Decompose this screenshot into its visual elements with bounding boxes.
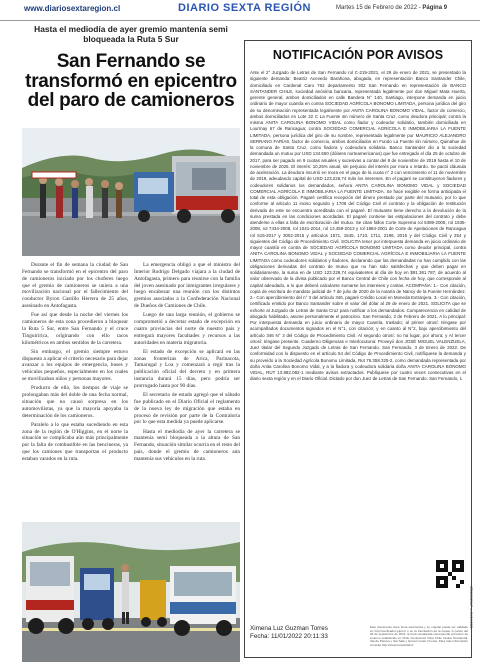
paragraph: Luego de una larga reunión, el gobierno se comprometió a decretar estado de excepción en cuatro provincias del norte de nuestro país y entregará mayores facultades y recursos a las autoridades en materia migratoria. — [134, 312, 240, 346]
electronic-signature-note: Este documento tiene firma electrónica y su original puede ser validado en http://verificadoc.pjud.cl o en la tramitación de la causa. A contar del 09 de septiembre de 2021, la hora visualizada corresponde al horario de invierno establecido en Chile Continental. Para Chile Insular Occidental, Isla de Pascua y Isla Sala y Gómez restar 2 horas. Para más información consulte http://www.horaoficial.cl — [370, 625, 468, 647]
signer-name: Ximena Luz Guzman Torres — [250, 625, 328, 632]
paragraph: Sin embargo, el gremio siempre estuvo dispuesto a aplicar el criterio necesario para dejar avanzar a los equipos de emergencia, buses y vehículos pequeños, especialmente en los cuales se movilizaban niños y personas mayores. — [22, 348, 128, 383]
qr-code-icon — [436, 560, 464, 588]
protest-photo-illustration — [22, 128, 240, 256]
paragraph: El estado de excepción se aplicará en las zonas fronterizas de Arica, Parinacota, Tamarugal y Loa y comenzará a regir tras la publicación oficial del decreto y en primera instancia durará 15 días, pero podría ser prorrogado hasta por 90 días. — [134, 348, 240, 389]
paragraph: La emergencia obligó a que el ministro del Interior Rodrigo Delgado viajara a la ciudad de Antofagasta, primero para reunirse con la familia del joven asesinado por inmigrantes irregulares y luego encabezar una reunión con los distintos gremios asociados a la Confederación Nacional de Dueños de Camiones de Chile. — [134, 262, 240, 310]
issue-date — [336, 5, 447, 11]
paragraph: Durante el fin de semana la ciudad de San Fernando se transformó en el epicentro del paro de camioneros iniciado por los choferes luego que el gremio de camioneros se uniera a una movilización nacional por el fallecimiento del conductor Byron Castillo Herrera de 25 años, asesinado en Antofagasta. — [22, 262, 128, 310]
newspaper-name: DIARIO SEXTA REGIÓN — [178, 2, 311, 14]
paragraph: El secretario de estado agregó que el sábado fue publicado en el Diario Oficial el reglamento de la nueva ley de migración que estaba en proceso de revisión por parte de la Contraloría por lo que esta medida ya puede aplicarse. — [134, 392, 240, 426]
article-column-2 — [134, 262, 240, 465]
site-url[interactable]: www.diariosextaregion.cl — [24, 4, 121, 13]
date-text: Martes 15 de Febrero de 2022 - — [336, 5, 423, 11]
photo-trucks-highway — [22, 522, 240, 662]
masthead — [0, 0, 480, 21]
paragraph: Producto de ello, los tiempos de viaje se prolongaban más del doble de una fecha normal, situación que no causó sorpresa en los automovilistas, ya que la mayoría apoyaba la determinación de los camioneros. — [22, 385, 128, 419]
page-number: Página 9 — [422, 5, 448, 11]
verification-code-text: JFDGGXZXLP — C-219-2021 — [469, 586, 473, 629]
photo-truckers-protest — [22, 128, 240, 256]
article-headline: San Fernando se transformó en epicentro del paro de camioneros — [25, 51, 237, 111]
paragraph: Fue así que desde la noche del viernes los camioneros de esta zona procedieron a bloquear la Ruta 5 Sur, entre San Fernando y el cruce Tinguiririca, originando con ello tacos kilométricos en ambos sentidos de la carretera. — [22, 312, 128, 346]
signature-block — [250, 625, 328, 641]
signature-date: Fecha: 11/01/2022 20:11:33 — [250, 633, 328, 640]
article-column-1 — [22, 262, 128, 465]
paragraph: Paralelo a lo que estaba sucediendo en esta zona de la región de O'Higgins, en el norte la situación se complicaba aún más principalmente por la falta de combustible en las bencineras, ya que los camiones que transportan el producto estaban varados en la ruta. — [22, 421, 128, 462]
paragraph: Hasta el mediodía de ayer la carretera se mantenía semi bloqueada a la altura de San Fernando, situación similar ocurría en el resto del país, donde el gremio de camioneros aún mantenía sus vehículos en la ruta. — [134, 428, 240, 462]
trucks-photo-illustration — [22, 522, 240, 662]
notice-title: NOTIFICACIÓN POR AVISOS — [272, 48, 444, 62]
notice-body: Ante el 2° Juzgado de Letras de San Fernando rol C-219-2021, el 29 de enero de 2021, se presentado la siguiente demanda: Beatriz Acevedo Barahona, abogada, en representación Banco Santander Chile, domiciliado en Cardenal Caro 762 departamento 302 San Fernando en representación de BANCO SANTANDER CHILE, sociedad anónima bancaria, representada legalmente por don Miguel Mata Huerta, gerente general, ambos domiciliados en calle Bandera N° 140, Santiago, interpone demanda en juicio ordinario de mayor cuantía en contra SOCIEDAD AGRÍCOLA BONOMO LIMITADA, persona jurídica del giro de su denominación representada legalmente por ANITA CAROLINA BONOMO VIDAL, factor de comercio, ambos domiciliados en Lote 22 C La Fuente sin número de Santa Cruz, como deudora principal; contra la misma ANITA CAROLINA BONOMO VIDAL como fiador y codeudor solidario, también domiciliada en Lourmay 67 de Rancagua; contra SOCIEDAD COMERCIAL AGRÍCOLA E INMOBILIARIA LA FUENTE LIMITADA, persona jurídica del giro de su nombre, representada legalmente por MAURICIO ALEJANDRO SERRANO FARÍAS, factor de comercio, ambos domiciliados en Fundo La Fuente sin número, Quinahue de la comuna de Santa Cruz, como fiadora y codeudora solidaria. Banco Santander dio a la sociedad demandada un mutuo por USD 134.550 (dólares norteamericanos) que fue entregado el día 25 de octubre de 2017, para ser pagado en 9 cuotas anuales y sucesivas a contar del 8 de noviembre de 2019 hasta el 10 de noviembre de 2025. El interés: 10,25% anual, sin perjuicio del interés por mora o retardo. Se pactó cláusula de aceleración. La deudora incurrió en mora en el pago de la cuota n° 2 con vencimiento el 11 de noviembre de 2019, adeudando capital de USD 123.226,74 más los intereses. En el pagaré se constituyeron fiadores y codeudores solidarios los demandados, señora ANITA CAROLINA BONOMO VIDAL y SOCIEDAD COMERCIAL AGRÍCOLA E INMOBILIARIA LA FUENTE LIMITADA. Se hace exigible en forma anticipada el total de esta obligación. Pagaré certifica recepción del dinero prestado por parte del mutuario, por lo que conforme al artículo 11 inciso segundo y 1706 del Código Civil el contrato y la obligación de restitución derivada de este se encuentra acreditada con el pagaré. El mutuante tiene derecho a la devolución de la suma prestada en las condiciones acordadas. El pagaré contiene las estipulaciones del contrato y debe atenderse a ellas a falta de escrituración del mutuo. Se citan fallos Corte Suprema rol 5389-2005, rol 1535-2008, rol 7434-2008, rol 1041-2014, rol 13.459-2013 y rol 1884-2001 de Corte de Apelaciones de Rancagua rol 515-2017 y 3002-2015 y artículos 1571, 1545, 1710, 1711, 2196, 2015 y del Código Civil y 254 y siguientes del Código de Procedimiento Civil. SOLICITA tener por interpuesta demanda en juicio ordinario de mayor cuantía en contra de SOCIEDAD AGRÍCOLA BONOMO LIMITADA como deudor principal, contra ANITA CAROLINA BONOMO VIDAL y SOCIEDAD COMERCIAL AGRÍCOLA E INMOBILIARIA LA FUENTE LIMITADA como codeudores solidarios y fiadores, declarando que las demandadas no han cumplido con las obligaciones derivadas del contrato de mutuo que no han sido satisfechas y que deben pagar en solidariamente, la suma en de USD 123.226,74 equivalentes al día de hoy en $91.361.787, de acuerdo al valor observado de la divisa publicado por el Banco Central de Chile con fecha de hoy, que corresponde al capital adeudado, a lo que deberá calcularse sumarse los intereses y costas. ACOMPAÑA: 1.- Con citación, copia de escritura de mandato judicial de 7 de julio de 2020 de la notaría de Nancy de la Fuente Hernández. 2.- Con apercibimiento del n° 3 del artículo 346, pagaré Crédito Local en Moneda Extranjera. 3.- Con citación, certificado emitido por Banco Santander sobre el valor del dólar al 29 de enero de 2021. SOLICITA que se exhorte al Juzgado de Letras de Santa Cruz para notificar a los demandados. Comparecencia en calidad de abogado habilitado, asume personalmente el patrocinio. San Fernando, 2 de Febrero de 2021. A lo principal: Por interpuesta demanda en juicio ordinario de mayor Cuantía, traslado; al primer otrosí: téngase por acompañados documentos signados en el N°1, con citación; y en cuanto al N°2, bajo apercibimiento del artículo 346 N° 3 del Código de Procedimiento Civil. Al segundo otrosí: no ha lugar, por ahora; y Al tercer otrosí: téngase presente. Cuaderno Diligencias e Interlocutoria: Proveyó don JOSÉ MIGUEL VALENZUELA, Juez titular del Segundo Juzgado de Letras de San Fernando. San Fernando, 3 de Enero de 2022. De conformidad con lo dispuesto en el artículo 54 del Código de Procedimiento Civil, notifíquese la demanda y su proveído a la Sociedad Agrícola Bonomo Limitada, Rut 76.358.325-2, como demandada representada por doña Anita Carolina Bonomo Vidal, y a la fiadora y codeudora solidaria doña ANITA CAROLINA BONOMO VIDAL, RUT 13.882.082-1 mediante avisos extractados. Publíquese por cuatro veces consecutivas en el diario sexta región y en el Diario Oficial. Dictado por don Juez de Letras de San Fernando. San Fernando, 1 — [250, 70, 466, 382]
article-kicker: Hasta el mediodía de ayer gremio mantenía semi bloqueada la Ruta 5 Sur — [34, 24, 228, 44]
